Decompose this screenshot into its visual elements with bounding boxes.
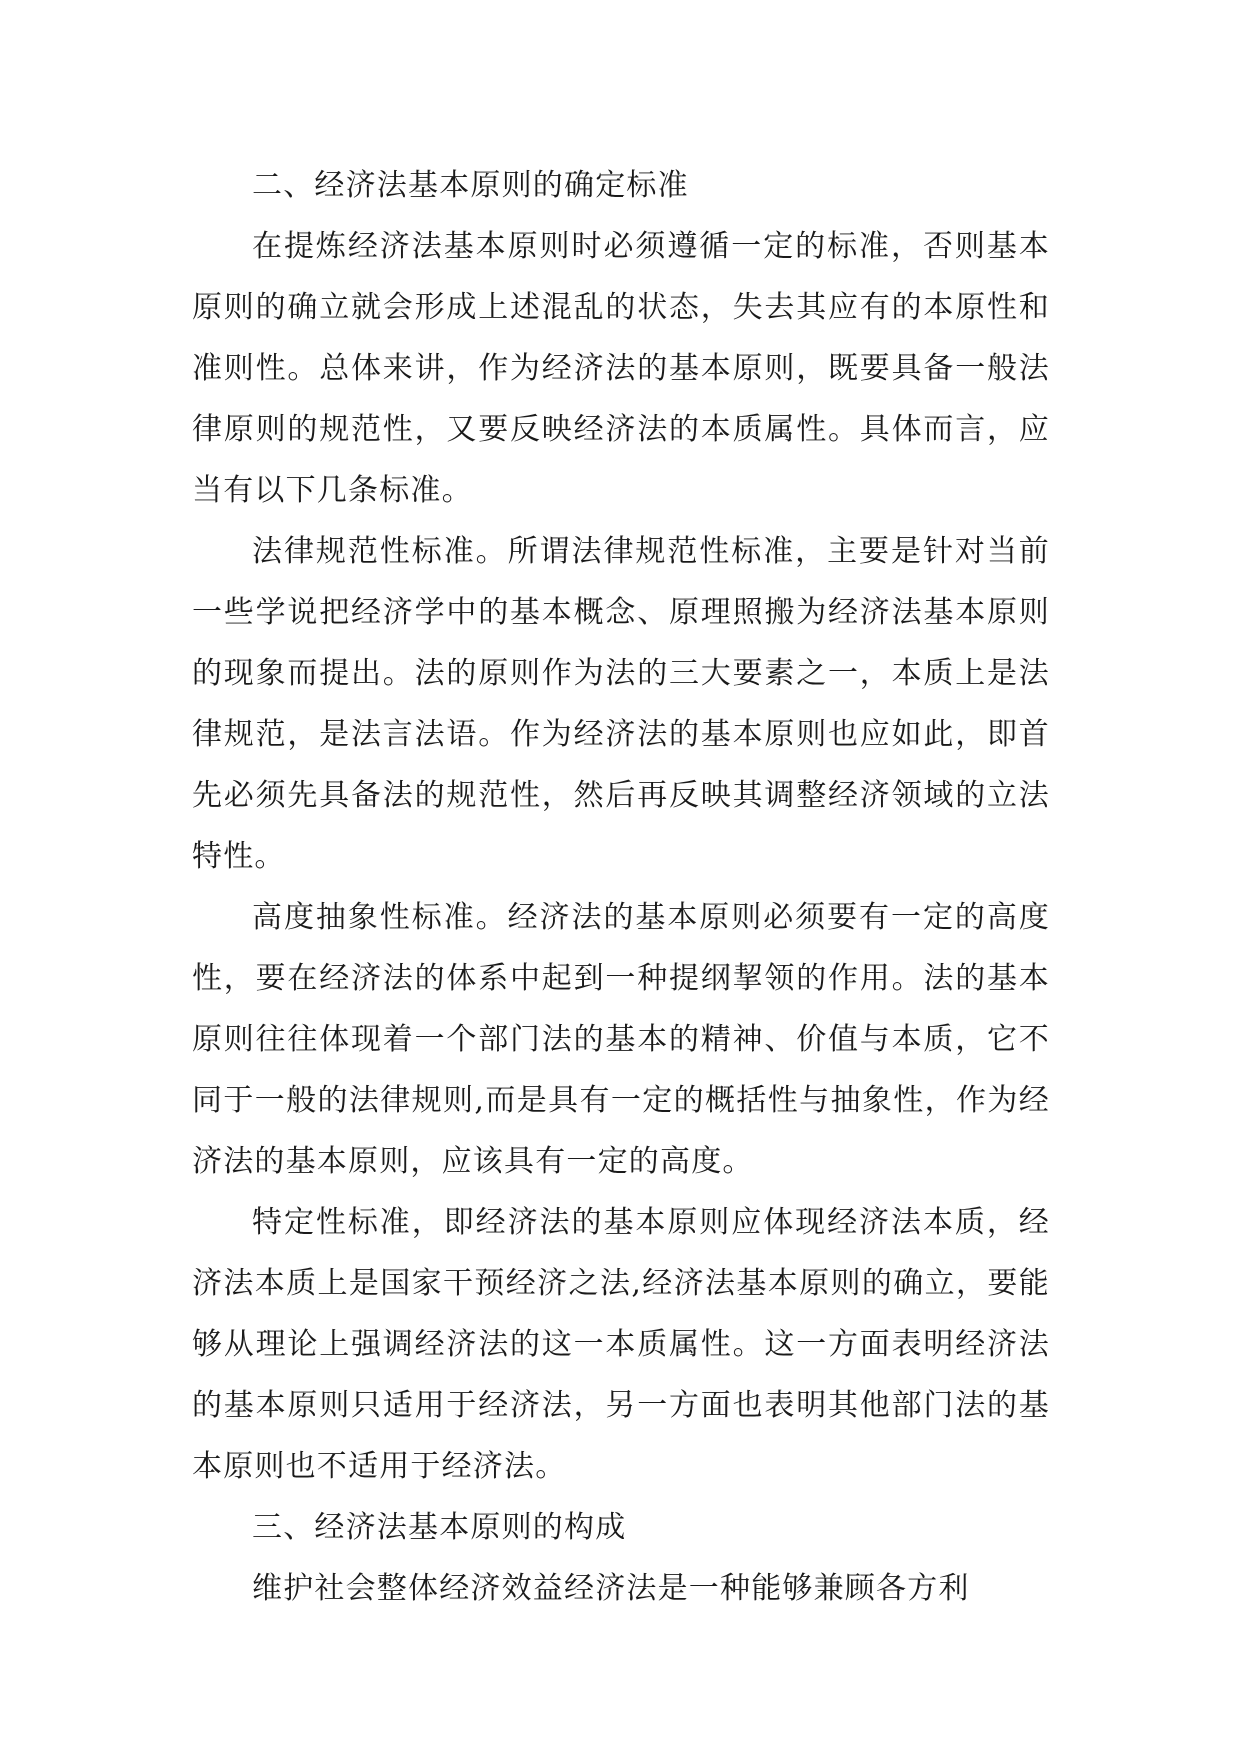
paragraph-high-abstraction: 高度抽象性标准。经济法的基本原则必须要有一定的高度性，要在经济法的体系中起到一种提纲挈领的作用。法的基本原则往往体现着一个部门法的基本的精神、价值与本质，它不同于一般的法律规则,而是具有一定的概括性与抽象性，作为经济法的基本原则，应该具有一定的高度。 xyxy=(192,900,1050,1179)
paragraph-legal-normativity: 法律规范性标准。所谓法律规范性标准，主要是针对当前一些学说把经济学中的基本概念、原理照搬为经济法基本原则的现象而提出。法的原则作为法的三大要素之一，本质上是法律规范，是法言法语。作为经济法的基本原则也应如此，即首先必须先具备法的规范性，然后再反映其调整经济领域的立法特性。 xyxy=(192,534,1050,874)
section-heading-3: 三、经济法基本原则的构成 xyxy=(252,1510,627,1545)
paragraph-specificity: 特定性标准，即经济法的基本原则应体现经济法本质，经济法本质上是国家干预经济之法,经济法基本原则的确立，要能够从理论上强调经济法的这一本质属性。这一方面表明经济法的基本原则只适用于经济法，另一方面也表明其他部门法的基本原则也不适用于经济法。 xyxy=(192,1205,1050,1484)
document-page xyxy=(192,155,1050,1619)
section-heading-2: 二、经济法基本原则的确定标准 xyxy=(252,168,689,203)
paragraph-social-benefit: 维护社会整体经济效益经济法是一种能够兼顾各方利 xyxy=(252,1571,970,1606)
paragraph-intro: 在提炼经济法基本原则时必须遵循一定的标准，否则基本原则的确立就会形成上述混乱的状态，失去其应有的本原性和准则性。总体来讲，作为经济法的基本原则，既要具备一般法律原则的规范性，又要反映经济法的本质属性。具体而言，应当有以下几条标准。 xyxy=(192,229,1050,508)
